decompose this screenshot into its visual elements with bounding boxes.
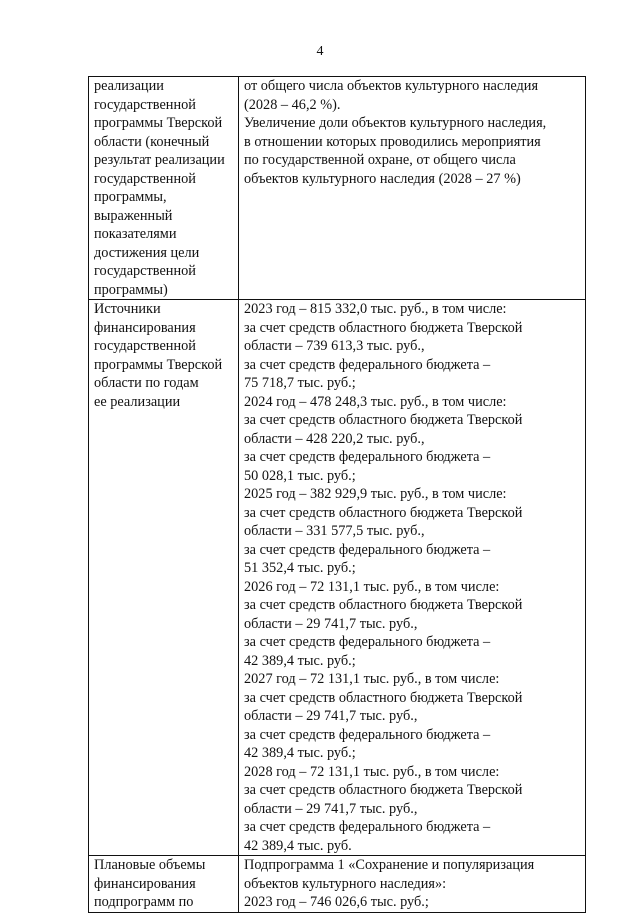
text-line: 2026 год – 72 131,1 тыс. руб., в том числе: xyxy=(244,578,500,595)
text-line: финансирования xyxy=(94,319,196,336)
text-line: области – 29 741,7 тыс. руб., xyxy=(244,708,418,724)
text-line: Увеличение доли объектов культурного наследия, xyxy=(244,115,547,131)
text-line: 2025 год – 382 929,9 тыс. руб., в том числе: xyxy=(244,486,507,502)
text-line: результат реализации xyxy=(94,152,225,168)
text-line: за счет средств федерального бюджета – xyxy=(244,356,491,373)
text-line: за счет средств областного бюджета Тверской xyxy=(244,782,523,798)
text-line: 2027 год – 72 131,1 тыс. руб., в том числе: xyxy=(244,671,500,687)
row-value-cell xyxy=(239,300,586,856)
text-line: объектов культурного наследия (2028 – 27 %) xyxy=(244,170,521,187)
text-line: государственной xyxy=(94,338,196,354)
text-line: 42 389,4 тыс. руб.; xyxy=(244,652,356,669)
program-passport-table xyxy=(88,76,586,913)
text-line: реализации xyxy=(94,78,164,94)
text-line: Источники xyxy=(94,301,161,317)
text-line: за счет средств областного бюджета Тверской xyxy=(244,319,523,336)
row-label-cell xyxy=(89,856,239,913)
text-line: выраженный xyxy=(94,207,173,224)
text-line: области по годам xyxy=(94,375,199,391)
text-line: 75 718,7 тыс. руб.; xyxy=(244,375,356,391)
text-line: Плановые объемы xyxy=(94,857,206,873)
text-line: (2028 – 46,2 %). xyxy=(244,96,341,113)
text-line: государственной xyxy=(94,170,196,187)
text-line: области – 428 220,2 тыс. руб., xyxy=(244,430,425,447)
text-line: за счет средств областного бюджета Тверской xyxy=(244,412,523,428)
text-line: за счет средств областного бюджета Тверской xyxy=(244,597,523,613)
text-line: 2023 год – 746 026,6 тыс. руб.; xyxy=(244,894,429,910)
table-row-final-result xyxy=(89,77,586,300)
text-line: показателями xyxy=(94,226,177,242)
table-row-financing-sources xyxy=(89,300,586,856)
row-label-cell xyxy=(89,300,239,856)
text-line: за счет средств федерального бюджета – xyxy=(244,541,491,558)
table-row-planned-volumes xyxy=(89,856,586,913)
text-line: программы Тверской xyxy=(94,115,223,131)
text-line: 51 352,4 тыс. руб.; xyxy=(244,560,356,576)
text-line: 2024 год – 478 248,3 тыс. руб., в том числе: xyxy=(244,393,507,410)
text-line: финансирования xyxy=(94,875,196,892)
text-line: за счет средств федерального бюджета – xyxy=(244,819,491,835)
text-line: за счет средств федерального бюджета – xyxy=(244,634,491,650)
text-line: от общего числа объектов культурного наследия xyxy=(244,78,539,94)
text-line: 50 028,1 тыс. руб.; xyxy=(244,467,356,484)
text-line: программы) xyxy=(94,281,168,298)
text-line: 42 389,4 тыс. руб.; xyxy=(244,745,356,761)
text-line: программы Тверской xyxy=(94,356,223,373)
text-line: по государственной охране, от общего числа xyxy=(244,152,516,168)
text-line: за счет средств областного бюджета Тверской xyxy=(244,504,523,521)
text-line: за счет средств областного бюджета Тверской xyxy=(244,689,523,706)
text-line: за счет средств федерального бюджета – xyxy=(244,449,491,465)
text-line: объектов культурного наследия»: xyxy=(244,875,447,892)
text-line: ее реализации xyxy=(94,393,181,410)
text-line: государственной xyxy=(94,96,196,113)
text-line: в отношении которых проводились мероприятия xyxy=(244,133,541,150)
text-line: 2023 год – 815 332,0 тыс. руб., в том числе: xyxy=(244,301,507,317)
text-line: 42 389,4 тыс. руб. xyxy=(244,837,352,854)
text-line: Подпрограмма 1 «Сохранение и популяризация xyxy=(244,857,535,873)
text-line: достижения цели xyxy=(94,244,200,261)
text-line: государственной xyxy=(94,263,196,279)
page-number: 4 xyxy=(316,44,324,59)
text-line: области (конечный xyxy=(94,133,210,150)
text-line: программы, xyxy=(94,189,167,205)
text-line: области – 29 741,7 тыс. руб., xyxy=(244,615,418,632)
text-line: области – 29 741,7 тыс. руб., xyxy=(244,800,418,817)
row-label-cell xyxy=(89,77,239,300)
text-line: области – 331 577,5 тыс. руб., xyxy=(244,523,425,539)
row-value-cell xyxy=(239,77,586,300)
text-line: 2028 год – 72 131,1 тыс. руб., в том числе: xyxy=(244,763,500,780)
text-line: за счет средств федерального бюджета – xyxy=(244,726,491,743)
text-line: области – 739 613,3 тыс. руб., xyxy=(244,338,425,354)
text-line: подпрограмм по xyxy=(94,894,194,910)
row-value-cell xyxy=(239,856,586,913)
